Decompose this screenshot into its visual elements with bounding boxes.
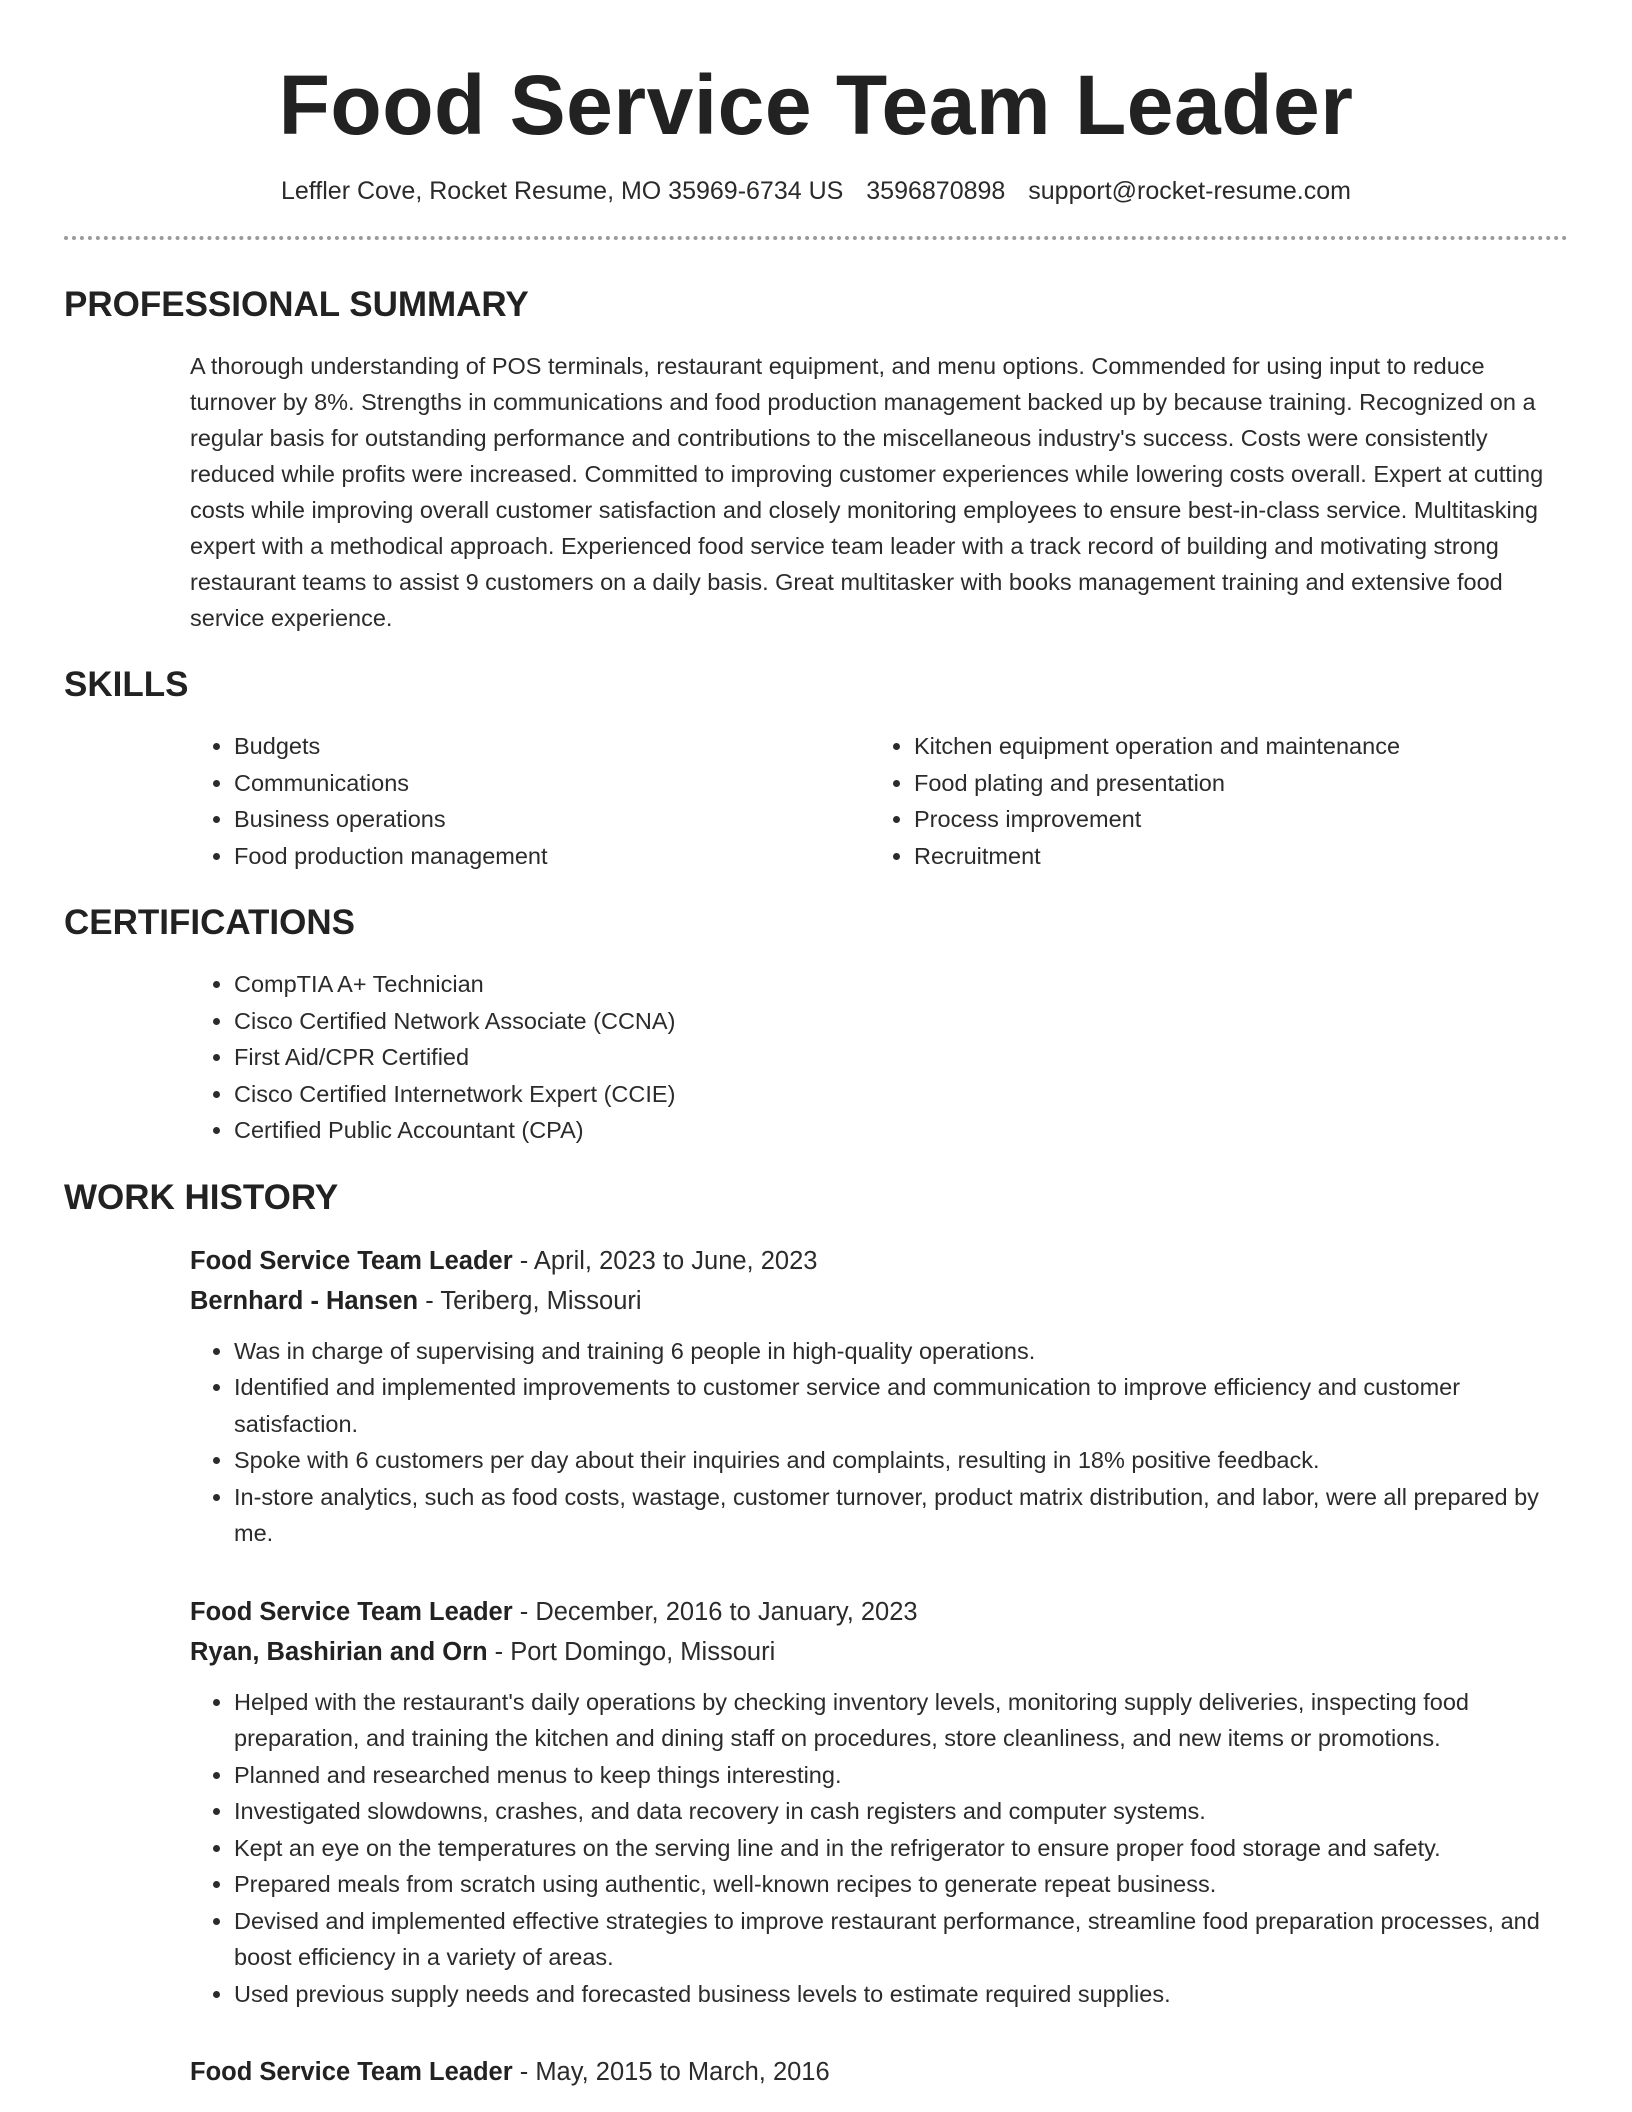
contact-email: support@rocket-resume.com bbox=[1028, 177, 1351, 205]
job-dates: - December, 2016 to January, 2023 bbox=[512, 1597, 918, 1626]
job-role: Food Service Team Leader bbox=[190, 2058, 513, 2086]
job-title-line bbox=[190, 1592, 1568, 1632]
certifications-list bbox=[190, 966, 1568, 1149]
certification-item: • Cisco Certified Internetwork Expert (CCIE) bbox=[234, 1076, 1568, 1113]
job-bullet: • Planned and researched menus to keep things interesting. bbox=[234, 1757, 1568, 1794]
certification-item: • First Aid/CPR Certified bbox=[234, 1039, 1568, 1076]
skill-item: • Communications bbox=[234, 765, 870, 802]
job-bullet: • Was in charge of supervising and training 6 people in high-quality operations. bbox=[234, 1333, 1568, 1370]
summary-heading: PROFESSIONAL SUMMARY bbox=[64, 285, 529, 324]
skills-column-right bbox=[870, 728, 1550, 874]
job-bullet: • Identified and implemented improvements to customer service and communication to improve efficiency and customer satisfaction. bbox=[234, 1369, 1568, 1442]
job-role: Food Service Team Leader bbox=[190, 1246, 513, 1275]
job-role: Food Service Team Leader bbox=[190, 1597, 513, 1626]
summary-text: A thorough understanding of POS terminals, restaurant equipment, and menu options. Commended for using input to reduce turnover by 8%. Strengths in communications and food production management backed up by because training. Recognized on a regular basis for outstanding performance and contributions to the miscellaneous industry's success. Costs were consistently reduced while profits were increased. Committed to improving customer experiences while lowering costs overall. Expert at cutting costs while improving overall customer satisfaction and closely monitoring employees to ensure best-in-class service. Multitasking expert with a methodical approach. Experienced food service team leader with a track record of building and motivating strong restaurant teams to assist 9 customers on a daily basis. Great multitasker with books management training and extensive food service experience. bbox=[190, 353, 1544, 631]
contact-line bbox=[64, 176, 1568, 206]
job-bullet: • Prepared meals from scratch using authentic, well-known recipes to generate repeat business. bbox=[234, 1866, 1568, 1903]
skills-heading: SKILLS bbox=[64, 665, 189, 704]
job-company: Bernhard - Hansen bbox=[190, 1286, 419, 1315]
job-bullet: • Helped with the restaurant's daily operations by checking inventory levels, monitoring supply deliveries, inspecting food preparation, and training the kitchen and dining staff on procedures, store cleanliness, and new items or promotions. bbox=[234, 1684, 1568, 1757]
job-entry bbox=[190, 1592, 1568, 2013]
skill-item: • Food production management bbox=[234, 838, 870, 875]
work-history-heading: WORK HISTORY bbox=[64, 1177, 339, 1217]
resume-page bbox=[64, 0, 1568, 2092]
job-bullet: • Investigated slowdowns, crashes, and data recovery in cash registers and computer systems. bbox=[234, 1793, 1568, 1830]
job-bullet: • Devised and implemented effective strategies to improve restaurant performance, streamline food preparation processes, and boost efficiency in a variety of areas. bbox=[234, 1903, 1568, 1976]
job-bullet: • Spoke with 6 customers per day about their inquiries and complaints, resulting in 18% positive feedback. bbox=[234, 1442, 1568, 1479]
job-title-line bbox=[190, 2052, 1568, 2092]
job-bullets bbox=[190, 1684, 1568, 2013]
job-entry bbox=[190, 2052, 1568, 2092]
job-company-line bbox=[190, 1281, 1568, 1321]
skill-item: • Business operations bbox=[234, 801, 870, 838]
job-entry bbox=[190, 1241, 1568, 1552]
job-location: - Teriberg, Missouri bbox=[418, 1286, 642, 1315]
skill-item: • Recruitment bbox=[914, 838, 1550, 875]
skill-item: • Food plating and presentation bbox=[914, 765, 1550, 802]
job-company-line bbox=[190, 1632, 1568, 1672]
certification-item: • CompTIA A+ Technician bbox=[234, 966, 1568, 1003]
job-dates: - April, 2023 to June, 2023 bbox=[512, 1246, 818, 1275]
job-bullet: • Used previous supply needs and forecasted business levels to estimate required supplies. bbox=[234, 1976, 1568, 2013]
job-title-line bbox=[190, 1241, 1568, 1281]
job-company: Ryan, Bashirian and Orn bbox=[190, 1637, 488, 1666]
job-bullet: • Kept an eye on the temperatures on the serving line and in the refrigerator to ensure proper food storage and safety. bbox=[234, 1830, 1568, 1867]
job-bullet: • In-store analytics, such as food costs, wastage, customer turnover, product matrix distribution, and labor, were all prepared by me. bbox=[234, 1479, 1568, 1552]
certification-item: • Certified Public Accountant (CPA) bbox=[234, 1112, 1568, 1149]
skills-column-left bbox=[190, 728, 870, 874]
certifications-heading: CERTIFICATIONS bbox=[64, 903, 356, 942]
skill-item: • Budgets bbox=[234, 728, 870, 765]
job-location: - Port Domingo, Missouri bbox=[487, 1637, 776, 1666]
skill-item: • Process improvement bbox=[914, 801, 1550, 838]
job-bullets bbox=[190, 1333, 1568, 1552]
certification-item: • Cisco Certified Network Associate (CCNA) bbox=[234, 1003, 1568, 1040]
resume-name: Food Service Team Leader bbox=[278, 58, 1354, 152]
skills-list bbox=[190, 728, 1568, 874]
contact-address: Leffler Cove, Rocket Resume, MO 35969-6734 US bbox=[281, 177, 844, 205]
skill-item: • Kitchen equipment operation and maintenance bbox=[914, 728, 1550, 765]
contact-phone: 3596870898 bbox=[866, 177, 1006, 205]
job-dates: - May, 2015 to March, 2016 bbox=[512, 2058, 830, 2086]
header-divider bbox=[64, 236, 1568, 240]
